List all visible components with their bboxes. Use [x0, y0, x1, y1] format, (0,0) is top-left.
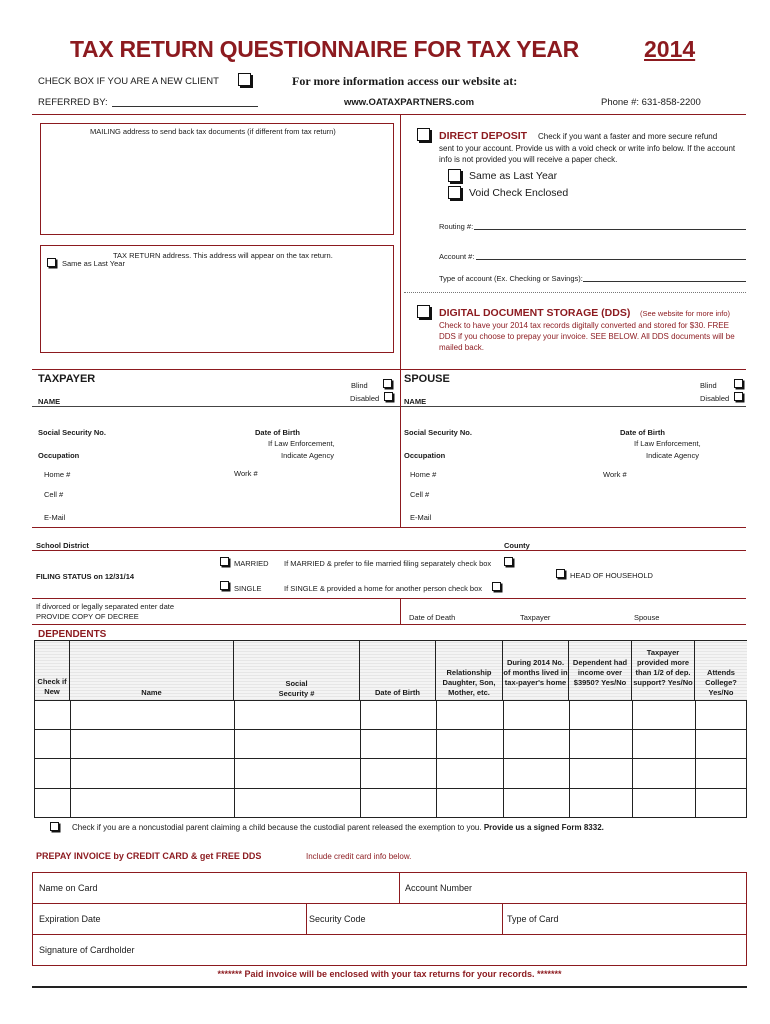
tax-return-same-label: Same as Last Year — [62, 259, 125, 268]
dd-same-label: Same as Last Year — [469, 170, 558, 182]
tax-return-same-checkbox[interactable] — [47, 258, 56, 267]
taxpayer-name-label: NAME — [38, 397, 61, 406]
dependent-row[interactable] — [35, 700, 747, 729]
spouse-occupation-label: Occupation — [404, 451, 446, 460]
noncustodial-form: Provide us a signed Form 8332. — [483, 823, 604, 832]
taxpayer-cell-label: Cell # — [44, 490, 64, 499]
spouse-disabled-label: Disabled — [700, 394, 730, 403]
hoh-checkbox[interactable] — [556, 569, 565, 578]
dd-same-checkbox[interactable] — [448, 169, 461, 182]
void-check-label: Void Check Enclosed — [469, 187, 569, 199]
account-number-label: Account Number — [405, 883, 473, 893]
dep-col-income: Dependent had income over $3950? Yes/No — [569, 641, 632, 700]
noncustodial-label — [72, 823, 604, 832]
taxpayer-work-label: Work # — [234, 469, 258, 478]
dep-col-relationship: Relationship Daughter, Son, Mother, etc. — [436, 641, 503, 700]
new-client-checkbox[interactable] — [238, 73, 251, 86]
void-check-checkbox[interactable] — [448, 186, 461, 199]
name-on-card-label: Name on Card — [39, 883, 98, 893]
hoh-label: HEAD OF HOUSEHOLD — [570, 571, 653, 580]
page-title: TAX RETURN QUESTIONNAIRE FOR TAX YEAR — [70, 36, 579, 62]
direct-deposit-checkbox[interactable] — [417, 128, 430, 141]
dep-col-college: Attends College? Yes/No — [695, 641, 747, 700]
dep-col-check: Check if New — [35, 641, 70, 700]
dds-title: DIGITAL DOCUMENT STORAGE (DDS) — [439, 307, 631, 319]
dds-desc: Check to have your 2014 tax records digitally converted and stored for $30. FREE DDS if you choose to prepay your invoice. SEE BELOW. All DDS documents will be mailed back. — [439, 321, 735, 352]
credit-card-box — [32, 872, 747, 966]
married-separately-checkbox[interactable] — [504, 557, 513, 566]
new-client-label: CHECK BOX IF YOU ARE A NEW CLIENT — [38, 76, 219, 87]
decree-label: PROVIDE COPY OF DECREE — [36, 612, 139, 621]
spouse-email-label: E-Mail — [410, 513, 432, 522]
signature-field[interactable] — [33, 934, 746, 965]
account-type-label: Type of account (Ex. Checking or Savings): — [439, 274, 583, 283]
mailing-address-label: MAILING address to send back tax documents (if different from tax return) — [90, 127, 336, 136]
filing-status-label: FILING STATUS on 12/31/14 — [36, 572, 135, 581]
dependents-title: DEPENDENTS — [38, 629, 107, 640]
taxpayer-disabled-checkbox[interactable] — [384, 392, 393, 401]
school-district-label: School District — [36, 541, 89, 550]
taxpayer-blind-checkbox[interactable] — [383, 379, 392, 388]
footer-note: ******* Paid invoice will be enclosed with your tax returns for your records. ******* — [217, 969, 562, 979]
spouse-blind-label: Blind — [700, 381, 717, 390]
security-code-label: Security Code — [309, 914, 366, 924]
tax-return-address-label: TAX RETURN address. This address will appear on the tax return. — [113, 251, 333, 260]
dds-checkbox[interactable] — [417, 305, 430, 318]
spouse-disabled-checkbox[interactable] — [734, 392, 743, 401]
taxpayer-home-label: Home # — [44, 470, 71, 479]
taxpayer-occupation-label: Occupation — [38, 451, 80, 460]
divorced-label: If divorced or legally separated enter date — [36, 602, 174, 611]
noncustodial-checkbox[interactable] — [50, 822, 59, 831]
taxpayer-ssn-label: Social Security No. — [38, 428, 106, 437]
taxpayer-disabled-label: Disabled — [350, 394, 380, 403]
phone-number: Phone #: 631-858-2200 — [601, 97, 701, 108]
taxpayer-agency-label: Indicate Agency — [281, 451, 334, 460]
noncustodial-text: Check if you are a noncustodial parent claiming a child because the custodial parent released the exemption to you. — [72, 823, 482, 832]
routing-field[interactable] — [474, 219, 746, 230]
spouse-work-label: Work # — [603, 470, 627, 479]
married-checkbox[interactable] — [220, 557, 229, 566]
taxpayer-blind-label: Blind — [351, 381, 368, 390]
taxpayer-email-label: E-Mail — [44, 513, 66, 522]
spouse-name-label: NAME — [404, 397, 427, 406]
website-link[interactable]: www.OATAXPARTNERS.com — [344, 97, 475, 108]
single-home-checkbox[interactable] — [492, 582, 501, 591]
married-separately-label: If MARRIED & prefer to file married filing separately check box — [284, 559, 492, 568]
spouse-home-label: Home # — [410, 470, 437, 479]
account-field[interactable] — [476, 249, 746, 260]
account-label: Account #: — [439, 252, 475, 261]
spouse-cell-label: Cell # — [410, 490, 430, 499]
direct-deposit-desc-lead: Check if you want a faster and more secure refund — [538, 132, 718, 141]
spouse-blind-checkbox[interactable] — [734, 379, 743, 388]
prepay-note: Include credit card info below. — [306, 852, 412, 861]
spouse-law-label: If Law Enforcement, — [634, 439, 701, 448]
dependent-row[interactable] — [35, 758, 747, 788]
spouse-title: SPOUSE — [404, 373, 450, 385]
spouse-dob-label: Date of Birth — [620, 428, 665, 437]
taxpayer-dob-label: Date of Birth — [255, 428, 300, 437]
referred-by-label: REFERRED BY: — [38, 97, 108, 108]
married-label: MARRIED — [234, 559, 269, 568]
single-label: SINGLE — [234, 584, 262, 593]
expiration-date-label: Expiration Date — [39, 914, 101, 924]
county-label: County — [504, 541, 530, 550]
death-spouse-label: Spouse — [634, 613, 660, 622]
dep-col-support: Taxpayer provided more than 1/2 of dep. support? Yes/No — [632, 641, 695, 700]
dep-col-name: Name — [70, 641, 234, 700]
tax-year: 2014 — [644, 36, 696, 62]
referred-by-field[interactable] — [112, 96, 258, 107]
routing-label: Routing #: — [439, 222, 474, 231]
dependent-row[interactable] — [35, 788, 747, 818]
taxpayer-title: TAXPAYER — [38, 373, 96, 385]
dependent-row[interactable] — [35, 729, 747, 758]
direct-deposit-title: DIRECT DEPOSIT — [439, 130, 528, 142]
prepay-title: PREPAY INVOICE by CREDIT CARD & get FREE DDS — [36, 851, 262, 861]
more-info-text: For more information access our website at: — [292, 74, 518, 88]
dep-col-ssn: Social Security # — [234, 641, 360, 700]
card-type-label: Type of Card — [507, 914, 559, 924]
death-taxpayer-label: Taxpayer — [520, 613, 551, 622]
direct-deposit-desc: sent to your account. Provide us with a void check or write info below. If the account info is not provided you will receive a paper check. — [439, 144, 736, 164]
spouse-agency-label: Indicate Agency — [646, 451, 699, 460]
single-home-label: If SINGLE & provided a home for another person check box — [284, 584, 483, 593]
account-type-field[interactable] — [583, 271, 746, 282]
signature-label: Signature of Cardholder — [39, 945, 135, 955]
taxpayer-law-label: If Law Enforcement, — [268, 439, 335, 448]
mailing-address-box[interactable] — [40, 123, 394, 235]
dep-col-dob: Date of Birth — [360, 641, 436, 700]
spouse-ssn-label: Social Security No. — [404, 428, 472, 437]
dep-col-months: During 2014 No. of months lived in tax-payer's home — [503, 641, 569, 700]
single-checkbox[interactable] — [220, 581, 229, 590]
dependents-table — [34, 640, 747, 818]
dds-note: (See website for more info) — [640, 309, 731, 318]
date-of-death-label: Date of Death — [409, 613, 456, 622]
